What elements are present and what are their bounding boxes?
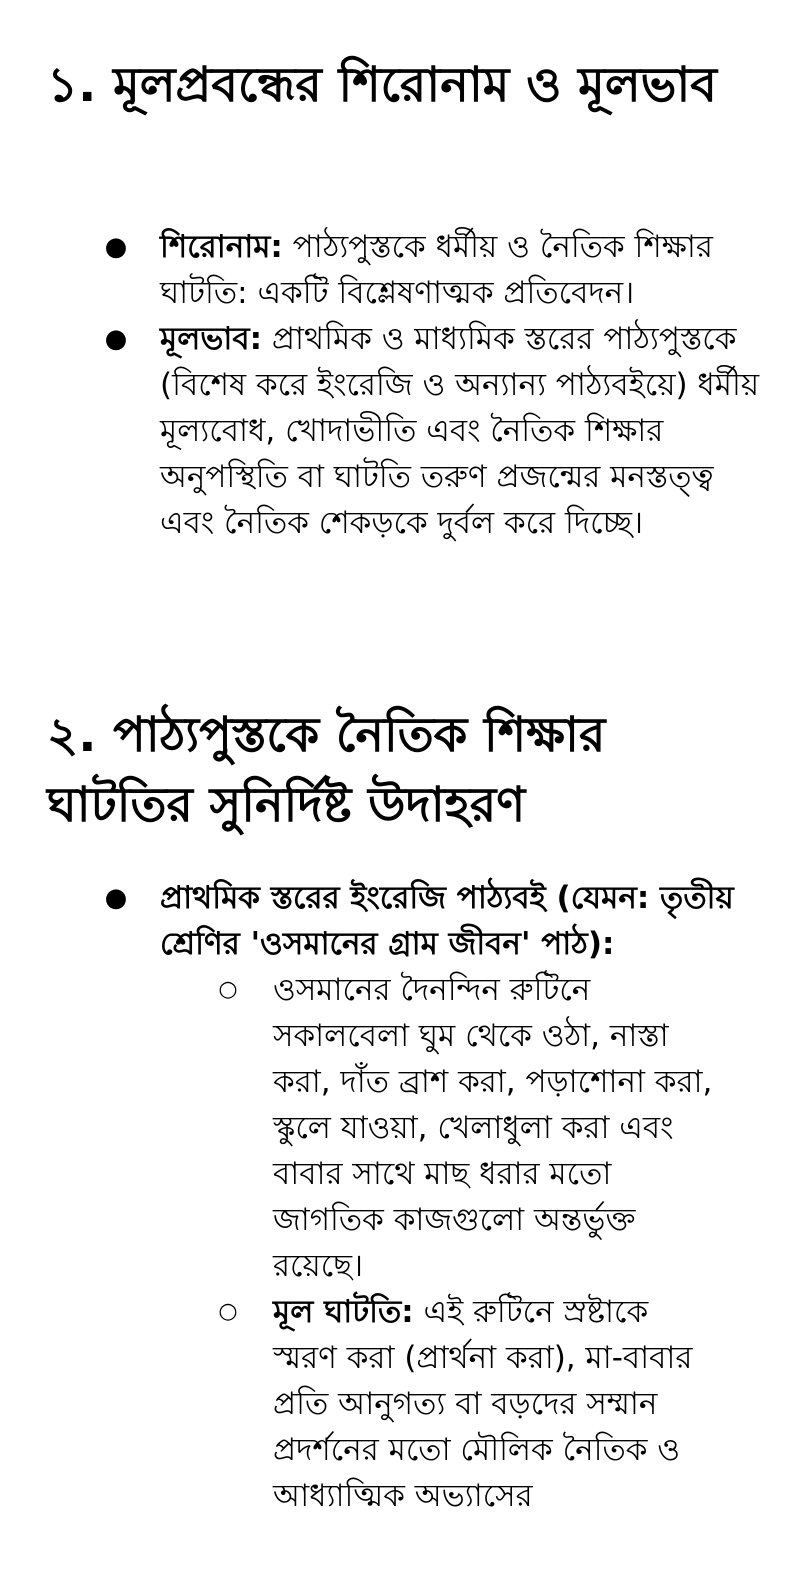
- list-item-theme: [0, 316, 800, 546]
- section-2-list: [0, 875, 800, 1519]
- sub-list: [0, 967, 760, 1519]
- section-2-heading: ২. পাঠ্যপুস্তকে নৈতিক শিক্ষার ঘাটতির সুনির্দিষ্ট উদাহরণ: [47, 707, 606, 833]
- sub-list-item: [0, 1289, 760, 1519]
- list-item-title: [0, 224, 800, 316]
- item-text: পাঠ্যপুস্তকে ধর্মীয় ও নৈতিক শিক্ষার ঘাটতি: একটি বিশ্লেষণাত্মক প্রতিবেদন।: [160, 229, 713, 311]
- item-text: প্রাথমিক ও মাধ্যমিক স্তরের পাঠ্যপুস্তকে (বিশেষ করে ইংরেজি ও অন্যান্য পাঠ্যবইয়ে) ধর্মীয় মূল্যবোধ, খোদাভীতি এবং নৈতিক শিক্ষার অনুপস্থিতি বা ঘাটতি তরুণ প্রজন্মের মনস্তত্ত্ব এবং নৈতিক শেকড়কে দুর্বল করে দিচ্ছে।: [160, 321, 760, 541]
- bullet-icon: ●: [104, 324, 128, 354]
- bullet-icon: ●: [104, 232, 128, 262]
- section-1-heading: ১. মূলপ্রবন্ধের শিরোনাম ও মূলভাব: [47, 57, 718, 113]
- sub-item-text: ওসমানের দৈনন্দিন রুটিনে সকালবেলা ঘুম থেকে ওঠা, নাস্তা করা, দাঁত ব্রাশ করা, পড়াশোনা করা, স্কুলে যাওয়া, খেলাধুলা করা এবং বাবার সাথে মাছ ধরার মতো জাগতিক কাজগুলো অন্তর্ভুক্ত রয়েছে।: [273, 972, 713, 1284]
- sub-item-label: মূল ঘাটতি:: [273, 1294, 414, 1330]
- sub-list-item: [0, 967, 760, 1289]
- item-label: মূলভাব:: [160, 321, 263, 357]
- list-item-example: [0, 875, 800, 1519]
- circle-bullet-icon: ○: [218, 1299, 238, 1324]
- section-1-list: [0, 224, 800, 546]
- item-label: শিরোনাম:: [160, 229, 283, 265]
- bullet-icon: ●: [104, 883, 128, 913]
- circle-bullet-icon: ○: [218, 977, 238, 1002]
- sub-item-text: এই রুটিনে স্রষ্টাকে স্মরণ করা (প্রার্থনা করা), মা-বাবার প্রতি আনুগত্য বা বড়দের সম্মান প্রদর্শনের মতো মৌলিক নৈতিক ও আধ্যাত্মিক অভ্যাসের: [273, 1294, 693, 1514]
- item-label: প্রাথমিক স্তরের ইংরেজি পাঠ্যবই (যেমন: তৃতীয় শ্রেণির 'ওসমানের গ্রাম জীবন' পাঠ):: [160, 880, 734, 962]
